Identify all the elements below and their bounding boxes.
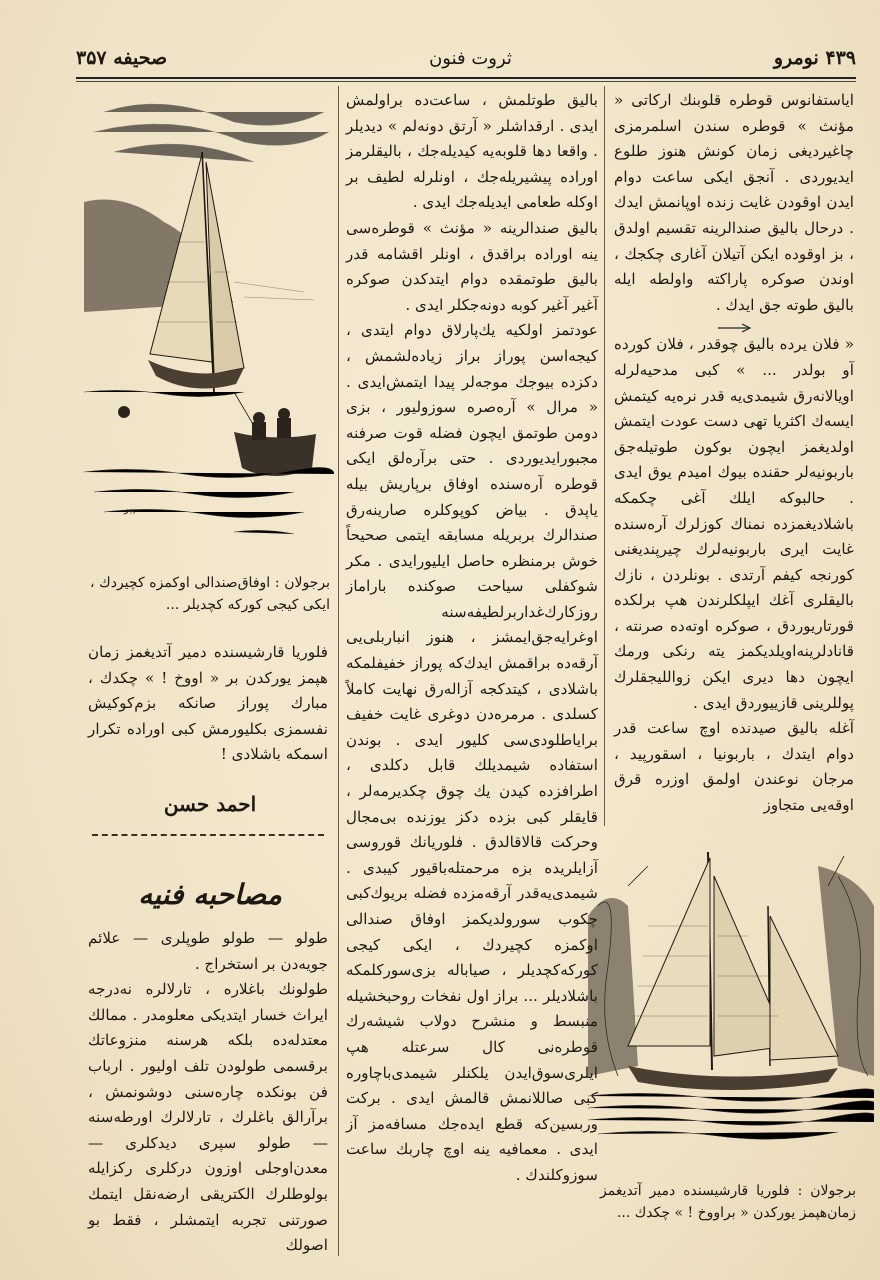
right-column bbox=[614, 88, 854, 819]
left-paragraph-1: فلوریا قارشیسنده دمیر آتدیغمز زمان هپمز یوركدن بر « اووخ ! » چكدك ، مبارك پوراز صانكه بزم‌كوكیش نفسمزی بكلیورمش كبی اوراده تكرار اسمكه باشلادی ! bbox=[88, 643, 328, 764]
column-divider-right bbox=[604, 86, 605, 826]
left-column-text bbox=[88, 640, 328, 768]
right-paragraph-2: « فلان یرده بالیق چوقدر ، فلان كورده آو بولدر ... » كبی مدحیه‌لرله اویالانه‌رق شیمدی‌یه قدر نره‌یه كیتمش ایسه‌ك اكثریا تهی دست عودت ایتمش اولدیغمز ایچون بوكون طوتیله‌جق باربونیه‌لر حقنده بیوك امیدم یوق ایدی . حالبوكه ایلك آغی چكمكه باشلادیغمزده نمناك كوزلرك آره‌سنده غایت ایری باربونیه‌لرك چیرپندیغنی كورنجه كیفم آرتدی . بونلردن ، نازك باليقلرى آغك ايپلكلرندن هپ برلكده قورتاريوردق ، صوكره اوته‌ده صرنته ، قانادلرينه‌اويلديكمز يته رنكى ورمك ايچون دها ديرى ايكن زواللیجقلرك پوللرینی قازیيوردق ايدى . bbox=[614, 335, 854, 712]
section-separator-glyph bbox=[614, 318, 854, 332]
section-divider bbox=[92, 834, 324, 836]
right-illustration-caption: برجولان : فلوریا قارشیسنده دمیر آتدیغمز زمان‌هپمز یوركدن « براووخ ! » چكدك ... bbox=[600, 1183, 856, 1221]
column-divider-left bbox=[338, 86, 339, 1256]
author-signature: احمد حسن bbox=[163, 792, 257, 816]
illustrator-signature: پیر bbox=[124, 504, 136, 515]
middle-paragraph-3: عودتمز اولكیه یك‌پارلاق دوام ایتدی ، كیجه‌اسن پوراز براز زیاده‌لشمش ، دكزده بیوجك موجه‌لر پیدا ایتمش‌ایدی . « مرال » آره‌صره سوزولیور ، بزی دومن طوتمق ایچون فضله قوت صرفنه مجبورایدیوردی . حتی برآره‌لق ایكی قوطره آره‌سنده اوفاق برپاریش بیله یاپدق . بیاض كوپوكلره صارینه‌رق صندالرك بربریله مسابقه ایتمی صحیحاً خوش برمنظره حاصل ایلیورایدی . مكر شوكفلی سیاحت صوكنده باراماز روزكارك‌غداربرلطیفه‌سنه اوغرایه‌جق‌ایمشز ، هنوز انباربلی‌یی آرقه‌ده براقمش ایدك‌كه پوراز خفیفلمكه باشلادی ، كیتدكجه آزاله‌رق نهایت كاملاً كسلدی . مرمره‌دن دوغری غایت خفیف برایاطلودی‌سی كلیور ایدی . بوندن استفاده شیمدیلك قابل دكلدی ، اطرافزده كیدن یك چوق چكدیرمه‌لر ، قایقلر كبی بزده دكز یوزنده بی‌مجال وحركت قالاقالدق . فلوریانك قوروسی آزایلریده بزه مرحمتله‌باقیور كیبدی . شیمدی‌یه‌قدر آرقه‌مزده فضله بریوك‌كبی چكوب سورولدیكمز اوفاق صندالی اوكمزه كچیردك ، ایكی كیجی كوركه‌كچدیلر ، صیاباله بزی‌سوركلمكه باشلادیلر ... براز اول نفخات روحبخشیله منبسط و منشرح دولاب شیشه‌رك قوطره‌نی كال سرعتله هپ ایلری‌سوق‌ایدن یلكنلر شیمدی‌باچاوره كبی صاللانمش قالمش ایدی . بركت وربسین‌كه قطع ایده‌جك مسافه‌مز آز ایدی . معمافیه ینه اوچ چاربك ساعت سوزوكلندك . bbox=[346, 321, 598, 1184]
header-rule bbox=[76, 77, 856, 79]
section-body: طولونك باغلاره ، تارلالره نه‌درجه ایراث خسار ایتدیكی معلومدر . ممالك معتدله‌ده بلكه هرسنه منزوعاتك برقسمی طولودن تلف اولیور . ارباب فن بونكده چاره‌سنی دوشونمش ، برآرالق باغلرك ، تارلالرك اورطه‌سنه — طولو سپری دیدكلری — معدن‌اوجلی اوزون دركلری ركزایله بولوطلرك الكتریقی ارضه‌نقل ایتمك صورتنی تجربه ایتمشلر ، فقط بو اصولك bbox=[88, 980, 328, 1255]
middle-paragraph-1: بالیق طوتلمش ، ساعت‌ده براولمش ایدی . ارقداشلر « آرتق دونه‌لم » دیدیلر . واقعا دها قلوبه‌یه كیدیله‌جك ، باليقلرمز اوراده پیشیریله‌جك ، اونلرله لطيف بر اوكله طعامی ایدیله‌جك ایدی . bbox=[346, 91, 598, 212]
middle-column bbox=[346, 88, 598, 1189]
header-rule-thin bbox=[76, 81, 856, 82]
publication-title: ثروت فنون bbox=[429, 47, 512, 69]
sailboat-illustration-top bbox=[84, 92, 334, 562]
issue-number: ۴۳۹ نومرو bbox=[773, 47, 856, 69]
page-number: صحیفه ۳۵۷ bbox=[76, 47, 168, 69]
section-title: مصاحبه فنیه bbox=[138, 878, 282, 911]
left-illustration-caption: برجولان : اوفاق‌صندالی اوكمزه كچیردك ، ایكی كیجی كوركه كچدیلر ... bbox=[90, 575, 330, 613]
right-paragraph-1: ایاستفانوس قوطره قلوبنك اركاتی « مؤنث » قوطره سندن اسلمرمزی چاغیردیغی زمان كونش هنوز طلوع ایدیوردی . آنجق ایكی ساعت دوام ایدن اوقودن غایت زنده اوپانمش ایدك . درحال بالیق صندالرینه تقسیم اولدق ، بز اوقوده ایكن آتیلان آغاری چكجك ، اوندن صوكره پاراكته واولطه ایله بالیق طوته جق ایدك . bbox=[614, 91, 854, 314]
masthead bbox=[76, 42, 856, 74]
left-column-body bbox=[88, 926, 328, 1259]
section-subtitle: طولو — طولو طوپلری — علائم جویه‌دن بر استخراج . bbox=[88, 929, 328, 973]
middle-paragraph-2: بالیق صندالرینه « مؤنث » قوطره‌سی ینه اوراده براقدق ، اونلر اقشامه قدر بالیق طوتمقده دوام ایتدكدن صوكره آغیر آغیر كوبه دونه‌جكلر ایدی . bbox=[346, 218, 598, 314]
right-paragraph-3: آغله بالیق صیدنده اوچ ساعت قدر دوام ایتدك ، باربونیا ، اسقورپید ، مرجان نوعندن اولمق اوزره قرق اوقه‌یی متجاوز bbox=[614, 719, 854, 815]
sailboat-engraving-icon bbox=[588, 846, 874, 1146]
sailboat-illustration-bottom bbox=[588, 846, 874, 1146]
sailboat-rowboat-engraving-icon bbox=[84, 92, 334, 562]
